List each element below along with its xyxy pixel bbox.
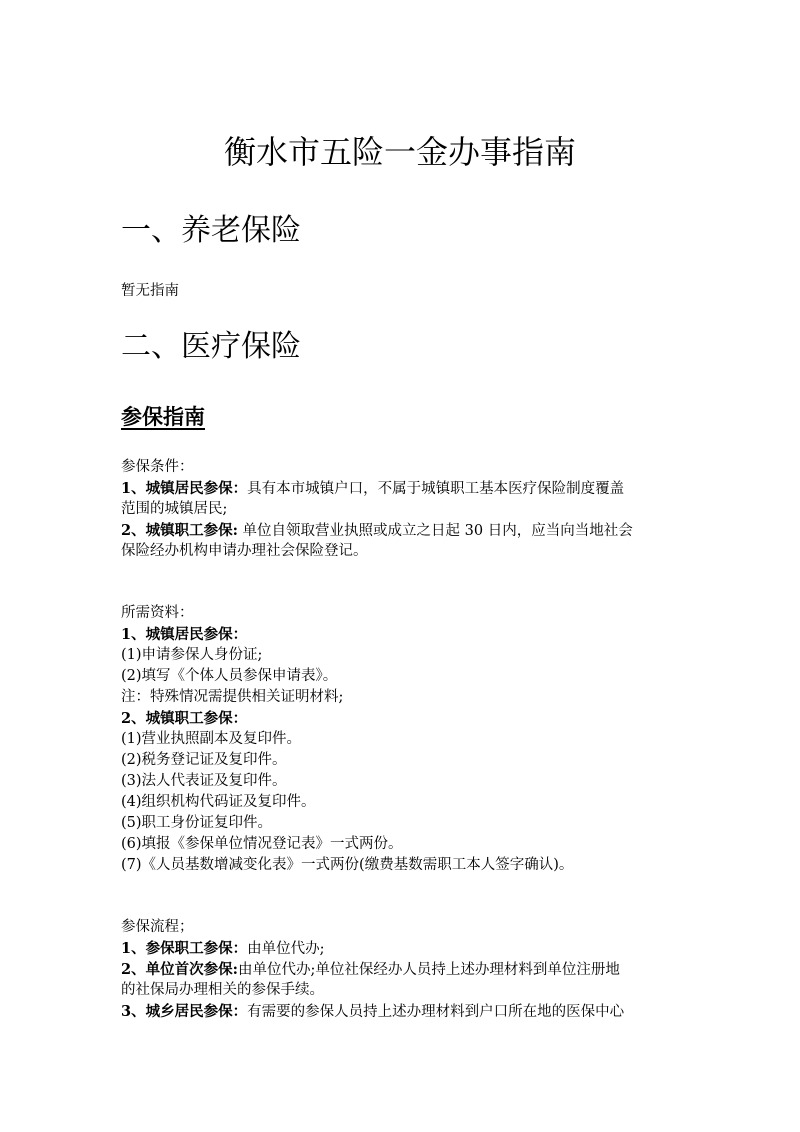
process-item-title: 3、城乡居民参保： <box>121 1003 248 1020</box>
materials-block <box>121 603 691 876</box>
process-item-continued: 的社保局办理相关的参保手续。 <box>121 982 324 998</box>
conditions-block <box>121 457 691 562</box>
material-item: (6)填报《参保单位情况登记表》一式两份。 <box>121 836 403 852</box>
condition-item-text: 单位自领取营业执照或成立之日起 30 日内，应当向当地社会 <box>237 523 633 539</box>
material-item: (2)填写《个体人员参保申请表》。 <box>121 668 338 684</box>
process-item-title: 1、参保职工参保： <box>121 940 248 957</box>
pension-note <box>121 281 691 302</box>
condition-item-text: 具有本市城镇户口，不属于城镇职工基本医疗保险制度覆盖 <box>247 481 625 497</box>
process-item-text: 有需要的参保人员持上述办理材料到户口所在地的医保中心 <box>247 1004 625 1020</box>
employee-materials-label: 2、城镇职工参保： <box>121 710 248 727</box>
section-heading-pension: 一、养老保险 <box>121 213 301 248</box>
material-item: (5)职工身份证复印件。 <box>121 815 273 831</box>
resident-materials-label: 1、城镇居民参保： <box>121 626 248 643</box>
condition-item <box>121 478 691 499</box>
process-block <box>121 917 691 1022</box>
conditions-label: 参保条件： <box>121 459 194 475</box>
process-label: 参保流程； <box>121 919 194 935</box>
process-item <box>121 938 691 959</box>
material-item: (4)组织机构代码证及复印件。 <box>121 794 316 810</box>
material-item: (1)营业执照副本及复印件。 <box>121 731 302 747</box>
section-heading-medical: 二、医疗保险 <box>121 329 301 364</box>
process-item <box>121 959 691 980</box>
document-title: 衡水市五险一金办事指南 <box>223 133 576 171</box>
material-note: 注：特殊情况需提供相关证明材料; <box>121 689 344 705</box>
condition-item-title: 1、城镇居民参保： <box>121 480 248 497</box>
process-item-text: 由单位代办; <box>247 941 325 957</box>
subheading-enrollment-guide: 参保指南 <box>121 404 205 429</box>
material-item: (3)法人代表证及复印件。 <box>121 773 287 789</box>
process-item-title: 2、单位首次参保: <box>121 961 238 978</box>
materials-label: 所需资料： <box>121 605 194 621</box>
pension-note-text: 暂无指南 <box>121 283 179 299</box>
process-item <box>121 1001 691 1022</box>
condition-item-continued: 范围的城镇居民; <box>121 501 228 517</box>
material-item: (1)申请参保人身份证; <box>121 647 263 663</box>
condition-item-continued: 保险经办机构申请办理社会保险登记。 <box>121 543 368 559</box>
material-item: (2)税务登记证及复印件。 <box>121 752 287 768</box>
condition-item-title: 2、城镇职工参保: <box>121 522 238 539</box>
material-item: (7)《人员基数增减变化表》一式两份(缴费基数需职工本人签字确认)。 <box>121 857 574 873</box>
condition-item <box>121 520 691 541</box>
process-item-text: 由单位代办;单位社保经办人员持上述办理材料到单位注册地 <box>237 962 620 978</box>
